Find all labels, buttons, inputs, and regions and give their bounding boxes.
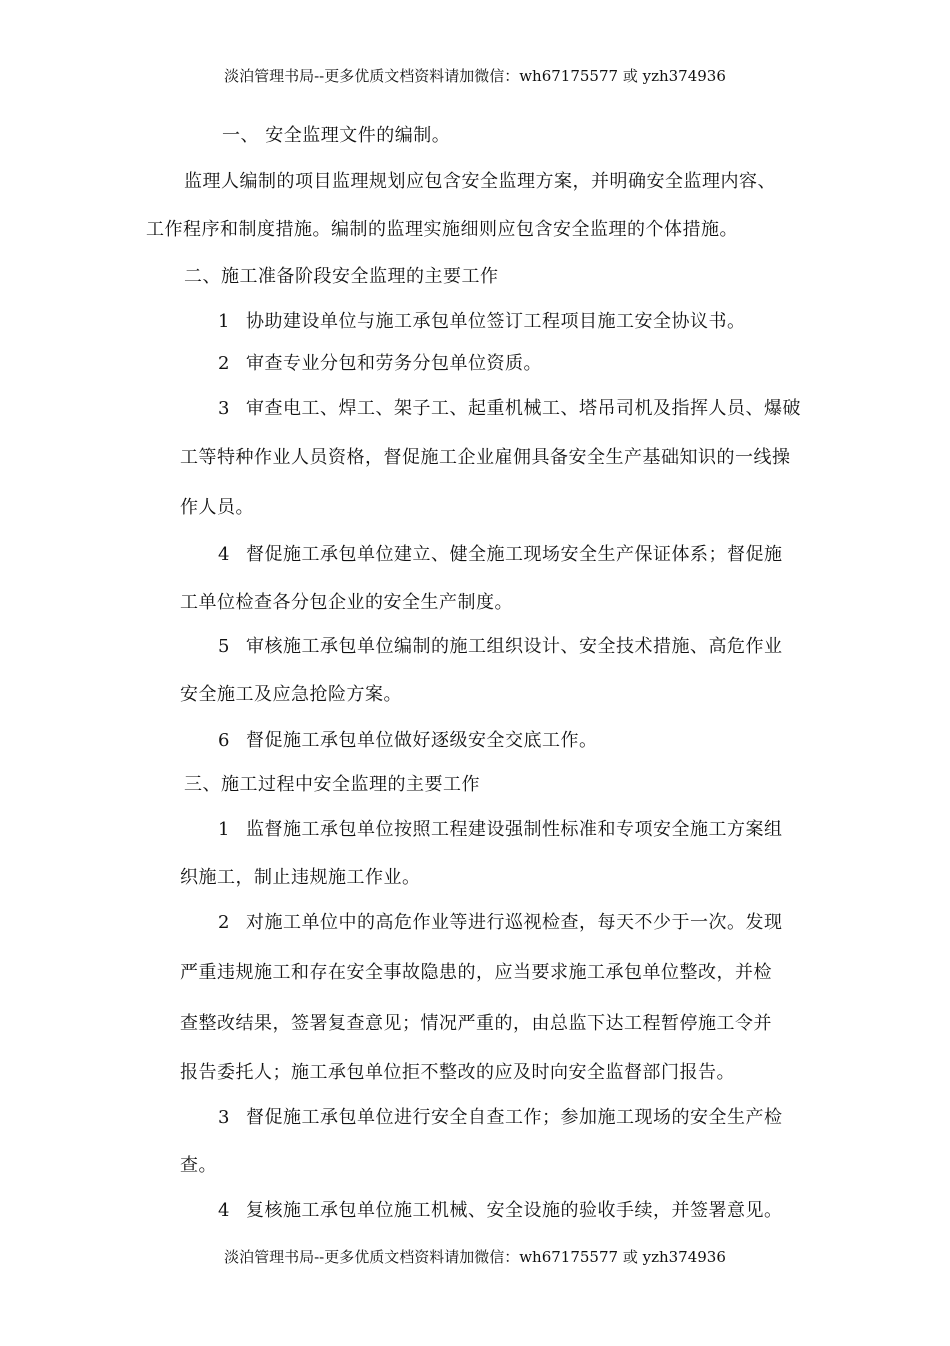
- page-header: 淡泊管理书局--更多优质文档资料请加微信：wh67175577 或 yzh374936: [224, 67, 726, 85]
- item-text: 监督施工承包单位按照工程建设强制性标准和专项安全施工方案组: [246, 819, 783, 840]
- paragraph-line: 监理人编制的项目监理规划应包含安全监理方案，并明确安全监理内容、: [184, 171, 776, 192]
- item-number: 2: [218, 353, 230, 374]
- item-continuation: 工单位检查各分包企业的安全生产制度。: [180, 592, 513, 613]
- item-text: 督促施工承包单位建立、健全施工现场安全生产保证体系；督促施: [246, 544, 783, 565]
- item-continuation: 工等特种作业人员资格，督促施工企业雇佣具备安全生产基础知识的一线操: [180, 447, 791, 468]
- item-number: 6: [218, 730, 230, 751]
- item-number: 3: [218, 1107, 230, 1128]
- item-text: 审核施工承包单位编制的施工组织设计、安全技术措施、高危作业: [246, 636, 783, 657]
- item-text: 对施工单位中的高危作业等进行巡视检查，每天不少于一次。发现: [246, 912, 783, 933]
- item-text: 督促施工承包单位进行安全自查工作；参加施工现场的安全生产检: [246, 1107, 783, 1128]
- section-heading: 三、施工过程中安全监理的主要工作: [184, 774, 480, 795]
- paragraph-line: 工作程序和制度措施。编制的监理实施细则应包含安全监理的个体措施。: [146, 219, 738, 240]
- item-number: 2: [218, 912, 230, 933]
- list-item: [218, 818, 783, 842]
- section-heading: 二、施工准备阶段安全监理的主要工作: [184, 266, 499, 287]
- list-item: [218, 729, 598, 753]
- item-continuation: 严重违规施工和存在安全事故隐患的，应当要求施工承包单位整改，并检: [180, 962, 772, 983]
- item-number: 5: [218, 636, 230, 657]
- item-continuation: 安全施工及应急抢险方案。: [180, 684, 402, 705]
- list-item: [218, 1199, 783, 1223]
- item-number: 4: [218, 544, 230, 565]
- item-text: 审查专业分包和劳务分包单位资质。: [246, 353, 542, 374]
- item-continuation: 织施工，制止违规施工作业。: [180, 867, 421, 888]
- item-number: 1: [218, 311, 230, 332]
- list-item: [218, 352, 542, 376]
- list-item: [218, 635, 783, 659]
- item-continuation: 报告委托人；施工承包单位拒不整改的应及时向安全监督部门报告。: [180, 1062, 735, 1083]
- item-text: 审查电工、焊工、架子工、起重机械工、塔吊司机及指挥人员、爆破: [246, 398, 801, 419]
- item-continuation: 作人员。: [180, 497, 254, 518]
- item-number: 4: [218, 1200, 230, 1221]
- page-footer: 淡泊管理书局--更多优质文档资料请加微信：wh67175577 或 yzh374936: [224, 1248, 726, 1266]
- item-continuation: 查整改结果，签署复查意见；情况严重的，由总监下达工程暂停施工令并: [180, 1013, 772, 1034]
- item-text: 督促施工承包单位做好逐级安全交底工作。: [246, 730, 598, 751]
- section-heading: 一、 安全监理文件的编制。: [222, 125, 451, 146]
- item-number: 3: [218, 398, 230, 419]
- list-item: [218, 397, 801, 421]
- list-item: [218, 911, 783, 935]
- list-item: [218, 1106, 783, 1130]
- item-number: 1: [218, 819, 230, 840]
- list-item: [218, 543, 783, 567]
- list-item: [218, 310, 746, 334]
- item-text: 复核施工承包单位施工机械、安全设施的验收手续，并签署意见。: [246, 1200, 783, 1221]
- item-continuation: 查。: [180, 1155, 217, 1176]
- item-text: 协助建设单位与施工承包单位签订工程项目施工安全协议书。: [246, 311, 746, 332]
